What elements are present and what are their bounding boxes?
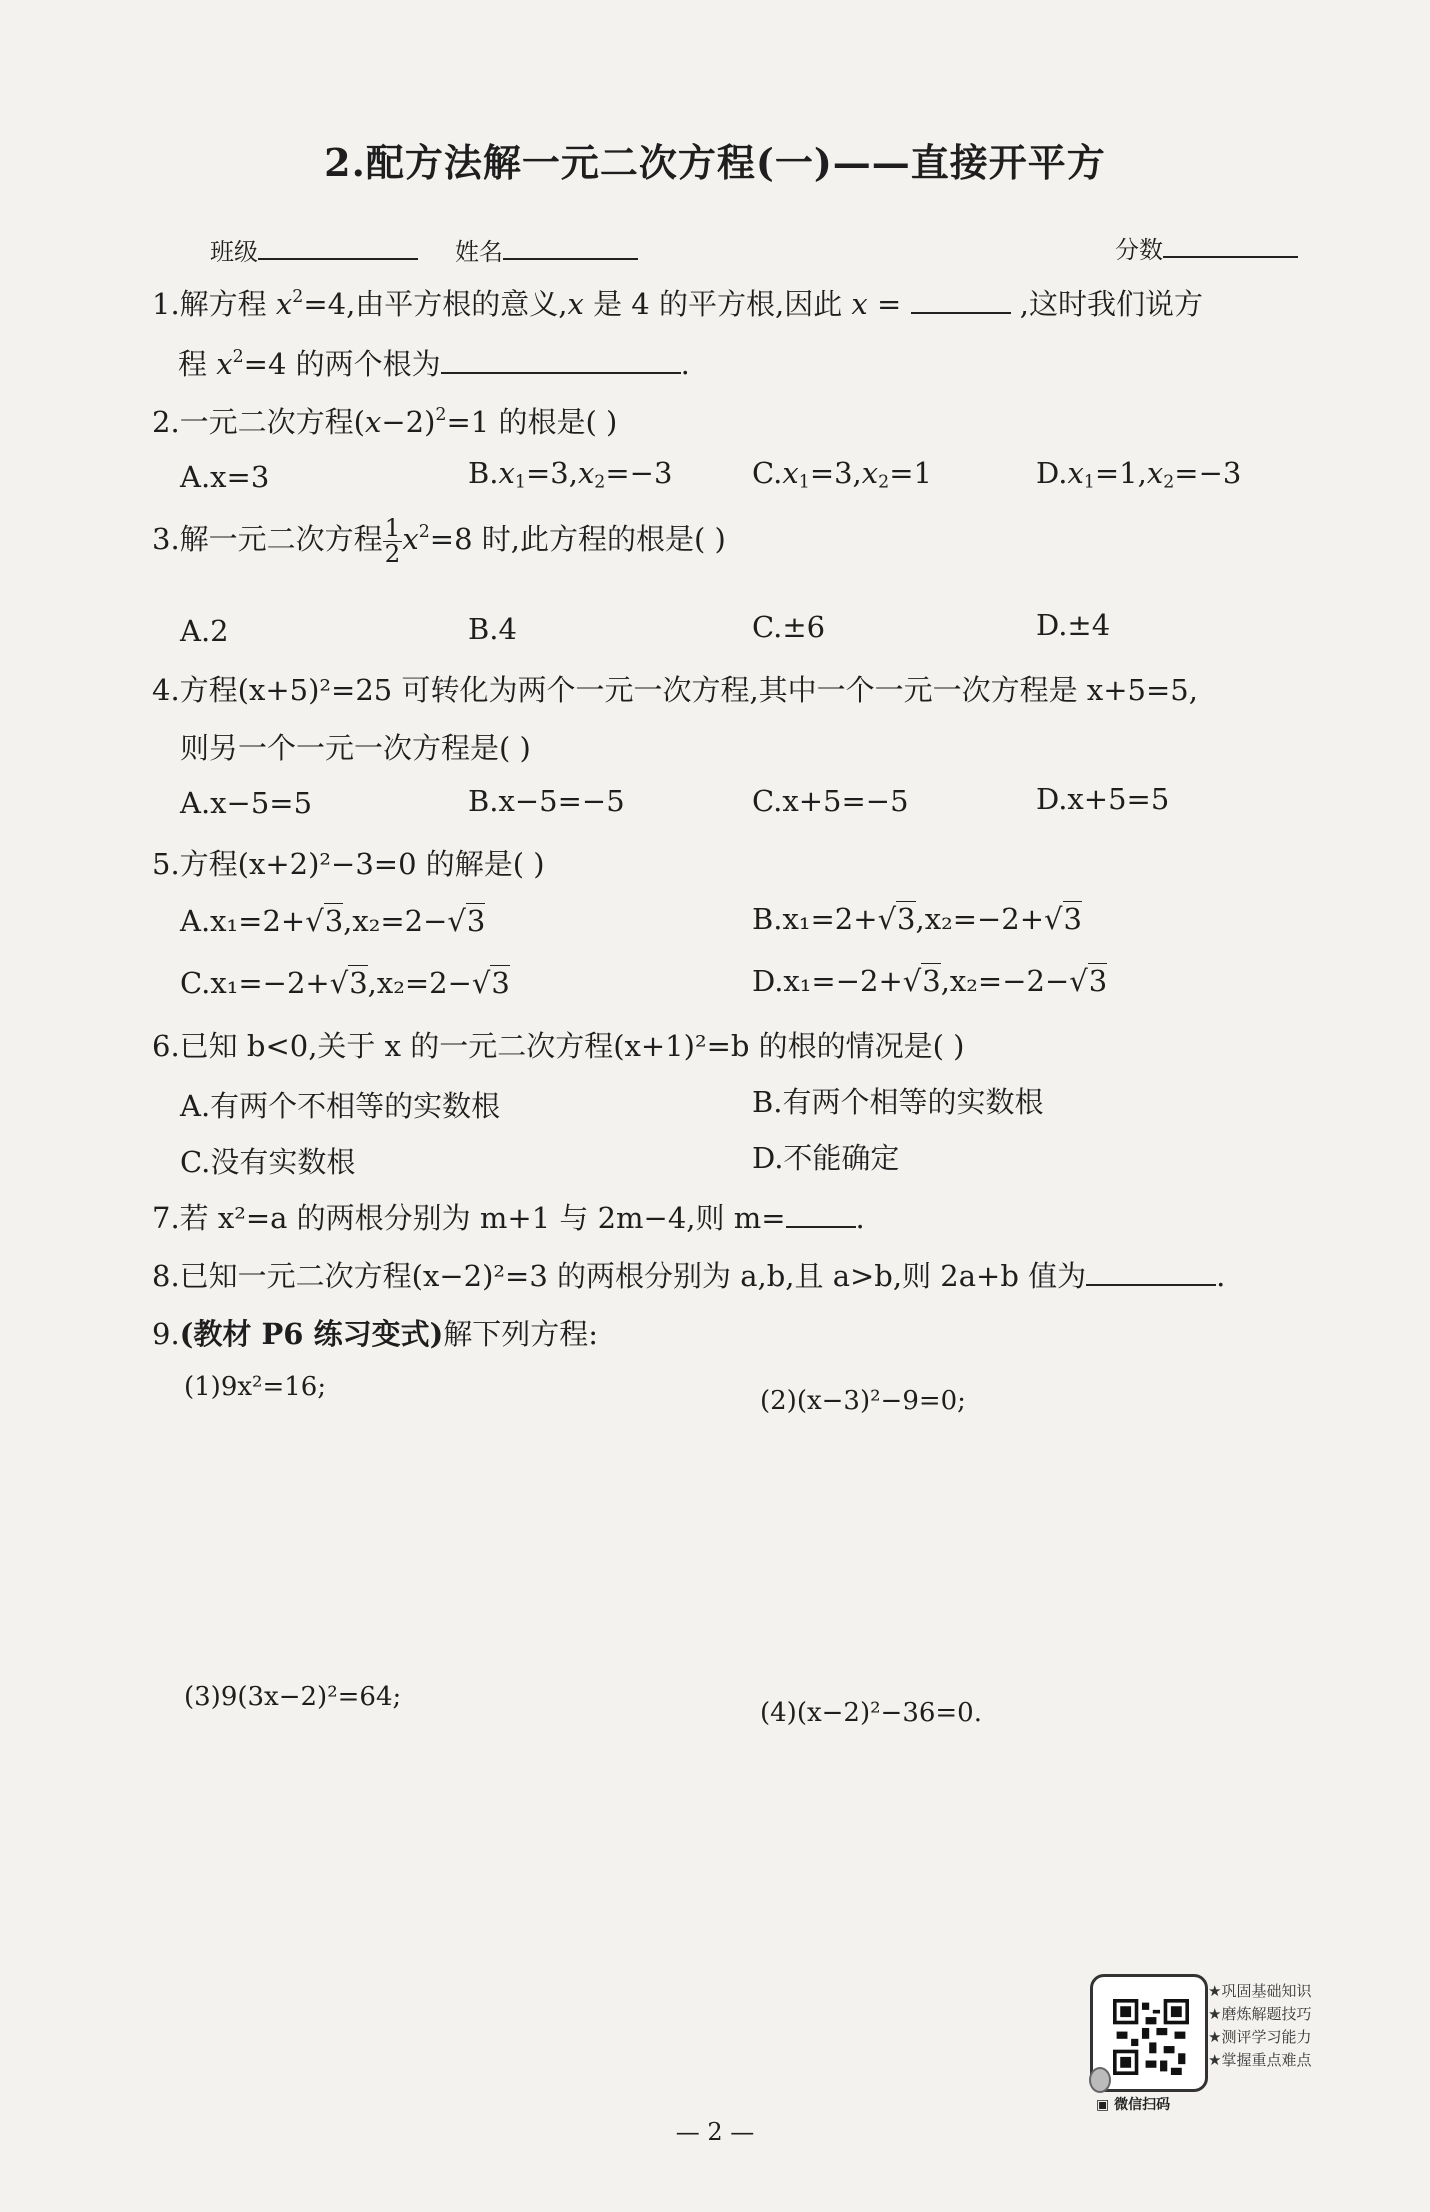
q1-line1: 1.解方程 $x^2=4$,由平方根的意义,x 是 4 的平方根,因此 x = ,这时我们说方 [152,282,1203,323]
q5-option-a[interactable]: A.x₁=2+√3,x₂=2−√3 [180,904,486,938]
q1-line2: 程 $x^2=4$ 的两个根为 . [178,342,690,383]
qr-caption: ▣ 微信扫码 [1096,2097,1171,2113]
q9-source-tag: (教材 P6 练习变式) [179,1317,444,1351]
class-label: 班级 [210,238,258,266]
qr-feature-item: ★掌握重点难点 [1208,2051,1312,2069]
scan-icon: ▣ [1096,2097,1115,2113]
q3-stem: 3.解一元二次方程 $\frac{1}{2}$ $x^2=8$ 时,此方程的根是( ) [152,513,726,568]
q9-stem: 9.(教材 P6 练习变式)解下列方程: [152,1317,599,1351]
q7-answer-blank[interactable] [786,1197,856,1228]
q3-option-a[interactable]: A.2 [180,614,229,648]
q9-part-4: (4)(x−2)²−36=0. [760,1698,982,1728]
q8-stem: 8.已知一元二次方程(x−2)²=3 的两根分别为 a,b,且 a>b,则 2a+b 值为 . [152,1254,1225,1295]
q4-option-b[interactable]: B.x−5=−5 [468,784,625,818]
q6-option-b[interactable]: B.有两个相等的实数根 [752,1085,1044,1119]
q6-option-c[interactable]: C.没有实数根 [180,1145,356,1179]
q3-option-c[interactable]: C.±6 [752,610,826,644]
q6-option-a[interactable]: A.有两个不相等的实数根 [180,1089,501,1123]
page-number: — 2 — [675,2118,755,2146]
q8-answer-blank[interactable] [1086,1255,1216,1286]
qr-feature-item: ★测评学习能力 [1208,2028,1312,2046]
name-blank[interactable] [503,234,638,260]
q4-option-d[interactable]: D.x+5=5 [1036,782,1170,816]
q2-stem: 2.一元二次方程$(x-2)^2=1$ 的根是( ) [152,404,618,439]
q3-option-b[interactable]: B.4 [468,612,517,646]
q9-part-2: (2)(x−3)²−9=0; [760,1386,966,1416]
q4-option-c[interactable]: C.x+5=−5 [752,784,909,818]
q1-answer-blank-roots[interactable] [441,343,681,374]
q2-option-b[interactable]: $B.x_1=3,x_2=-3$ [468,456,673,493]
q3-option-d[interactable]: D.±4 [1036,608,1111,642]
q6-option-d[interactable]: D.不能确定 [752,1141,900,1175]
class-field [210,232,418,267]
q7-stem: 7.若 x²=a 的两根分别为 m+1 与 2m−4,则 m= . [152,1196,865,1237]
q2-option-c[interactable]: $C.x_1=3,x_2=1$ [752,456,932,493]
q4-option-a[interactable]: A.x−5=5 [180,786,313,820]
qr-feature-item: ★磨炼解题技巧 [1208,2005,1312,2023]
q9-part-1: (1)9x²=16; [184,1372,327,1402]
qr-frame [1090,1974,1208,2092]
q5-option-d[interactable]: D.x₁=−2+√3,x₂=−2−√3 [752,964,1108,998]
q4-line2: 则另一个一元一次方程是( ) [180,731,531,765]
score-field [1115,230,1298,265]
q1-answer-blank-x[interactable] [911,283,1011,314]
name-field [455,232,638,267]
score-label: 分数 [1115,236,1163,264]
q5-stem: 5.方程(x+2)²−3=0 的解是( ) [152,847,545,881]
q2-option-a[interactable]: A.x=3 [180,460,270,494]
qr-feature-item: ★巩固基础知识 [1208,1982,1312,2000]
q6-stem: 6.已知 b<0,关于 x 的一元二次方程(x+1)²=b 的根的情况是( ) [152,1029,965,1063]
q5-option-c[interactable]: C.x₁=−2+√3,x₂=2−√3 [180,966,510,1000]
class-blank[interactable] [258,234,418,260]
q4-line1: 4.方程(x+5)²=25 可转化为两个一元一次方程,其中一个一元一次方程是 x+5=5, [152,673,1198,707]
worksheet-title: 2.配方法解一元二次方程(一)——直接开平方 [324,140,1106,185]
qr-badge [1090,1970,1320,2120]
fraction-one-half: $\frac{1}{2}$ [384,513,401,568]
qr-code-icon[interactable] [1113,1999,1189,2075]
lightbulb-icon [1089,2067,1111,2093]
q2-option-d[interactable]: $D.x_1=1,x_2=-3$ [1036,456,1242,493]
q9-part-3: (3)9(3x−2)²=64; [184,1682,402,1712]
name-label: 姓名 [455,238,503,266]
score-blank[interactable] [1163,232,1298,258]
q5-option-b[interactable]: B.x₁=2+√3,x₂=−2+√3 [752,902,1082,936]
qr-feature-list [1208,1980,1311,2072]
